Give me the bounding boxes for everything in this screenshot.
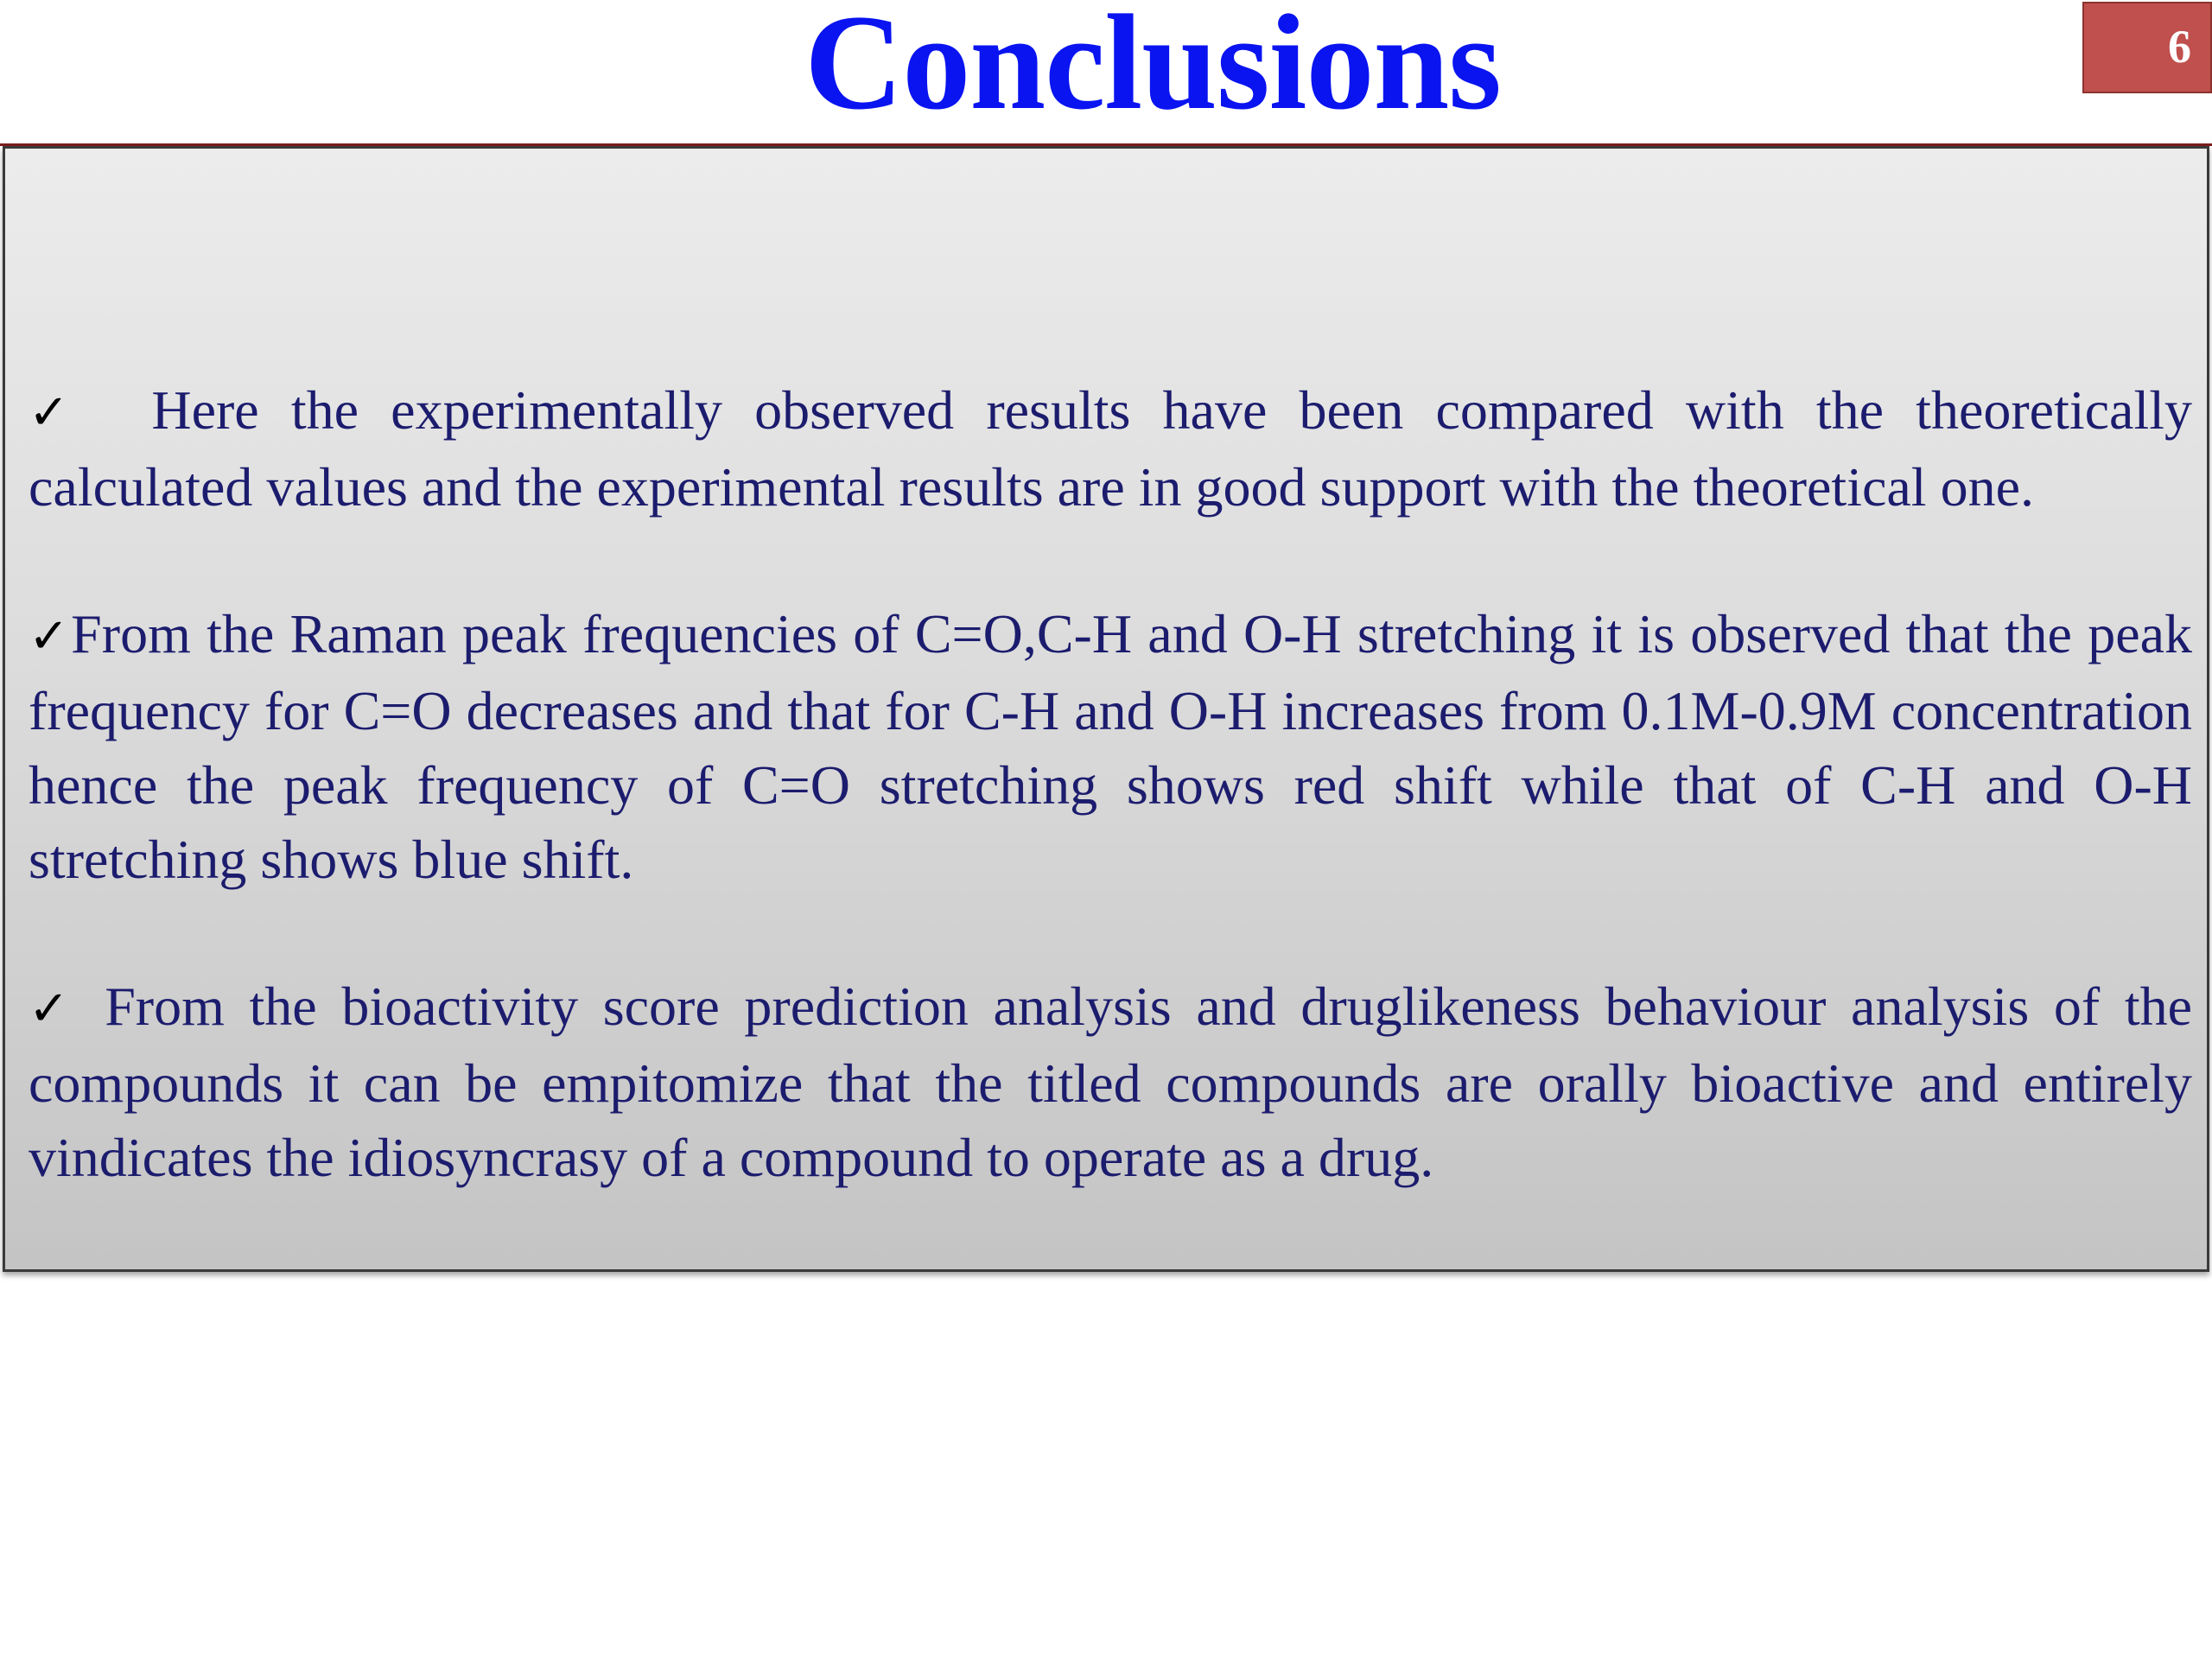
bullet-text: Here the experimentally observed results have been compared with the theoretically calculated values and the experimental results are in good support with the theoretical one. <box>29 379 2192 518</box>
bullet-text: From the bioactivity score prediction analysis and druglikeness behaviour analysis of the compounds it can be empitomize that the titled compounds are orally bioactive and entirely vindicates the idiosyncrasy of a compound to operate as a drug. <box>29 976 2193 1188</box>
checkmark-icon: ✓ <box>29 385 88 441</box>
page-number: 6 <box>2168 21 2191 73</box>
bullet-list <box>29 373 2192 1268</box>
content-panel <box>3 146 2209 1272</box>
checkmark-icon: ✓ <box>29 981 80 1037</box>
bullet-text: From the Raman peak frequencies of C=O,C-H and O-H stretching it is observed that the peak frequency for C=O decreases and that for C-H and O-H increases from 0.1M-0.9M concentration hence the peak frequency of C=O stretching shows red shift while that of C-H and O-H stretching shows blue shift. <box>29 603 2193 890</box>
slide-title: Conclusions <box>804 0 1501 138</box>
bullet-item <box>29 969 2192 1195</box>
bullet-item <box>29 373 2192 524</box>
page-number-badge <box>2082 2 2212 93</box>
bullet-item <box>29 597 2192 897</box>
checkmark-icon: ✓ <box>29 608 72 664</box>
